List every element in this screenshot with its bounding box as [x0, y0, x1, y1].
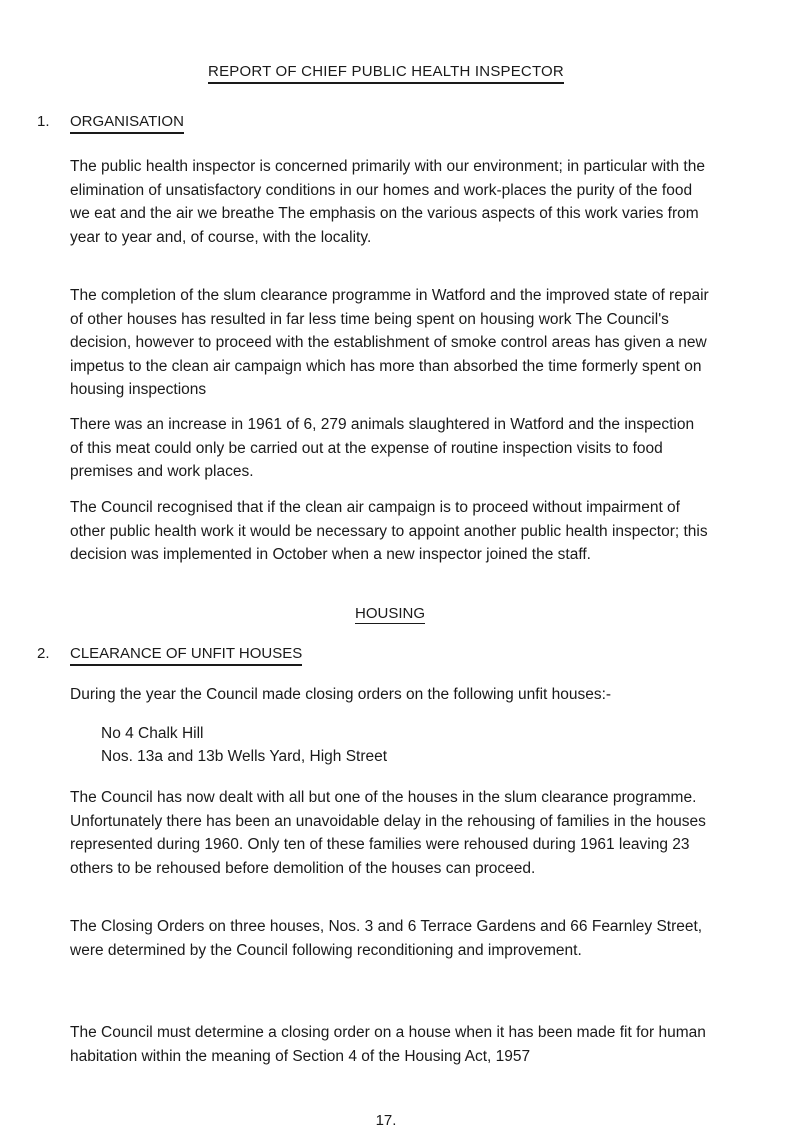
housing-heading: HOUSING: [354, 605, 425, 622]
section-1-number: 1.: [37, 113, 50, 130]
section-1-paragraph-4: The Council recognised that if the clean air campaign is to proceed without impairment of other public health work it would be necessary to appoint another public health inspector; this decision was implemented in October when a new inspector joined the staff.: [70, 499, 708, 563]
section-1-heading: ORGANISATION: [70, 113, 184, 134]
address-2: Nos. 13a and 13b Wells Yard, High Street: [101, 748, 388, 765]
section-2-number: 2.: [37, 645, 50, 662]
section-1-paragraph-1: The public health inspector is concerned primarily with our environment; in particular with the elimination of unsatisfactory conditions in our homes and work-places the purity of the food we eat and the air we breathe The emphasis on the various aspects of this work varies from year to year and, of course, with the locality.: [70, 158, 705, 246]
section-1-paragraph-3: There was an increase in 1961 of 6, 279 animals slaughtered in Watford and the inspection of this meat could only be carried out at the expense of routine inspection visits to food premises and work places.: [70, 416, 695, 480]
section-2-heading: CLEARANCE OF UNFIT HOUSES: [70, 645, 302, 666]
section-2-paragraph-3: The Council must determine a closing order on a house when it has been made fit for human habitation within the meaning of Section 4 of the Housing Act, 1957: [70, 1024, 706, 1065]
section-2-intro: During the year the Council made closing orders on the following unfit houses:-: [70, 686, 612, 703]
page-number: 17.: [375, 1112, 397, 1129]
report-title: REPORT OF CHIEF PUBLIC HEALTH INSPECTOR: [0, 63, 800, 84]
section-1-paragraph-2: The completion of the slum clearance programme in Watford and the improved state of repair of other houses has resulted in far less time being spent on housing work The Council's decision, however to proceed with the establishment of smoke control areas has given a new impetus to the clean air campaign which has more than absorbed the time formerly spent on housing inspections: [70, 287, 709, 398]
section-2-paragraph-2: The Closing Orders on three houses, Nos. 3 and 6 Terrace Gardens and 66 Fearnley Street, were determined by the Council following reconditioning and improvement.: [70, 918, 703, 959]
address-1: No 4 Chalk Hill: [101, 725, 204, 742]
section-2-paragraph-1: The Council has now dealt with all but one of the houses in the slum clearance programme. Unfortunately there has been an unavoidable delay in the rehousing of families in the houses represented during 1960. Only ten of these families were rehoused during 1961 leaving 23 others to be rehoused before demolition of the houses can proceed.: [70, 789, 706, 877]
